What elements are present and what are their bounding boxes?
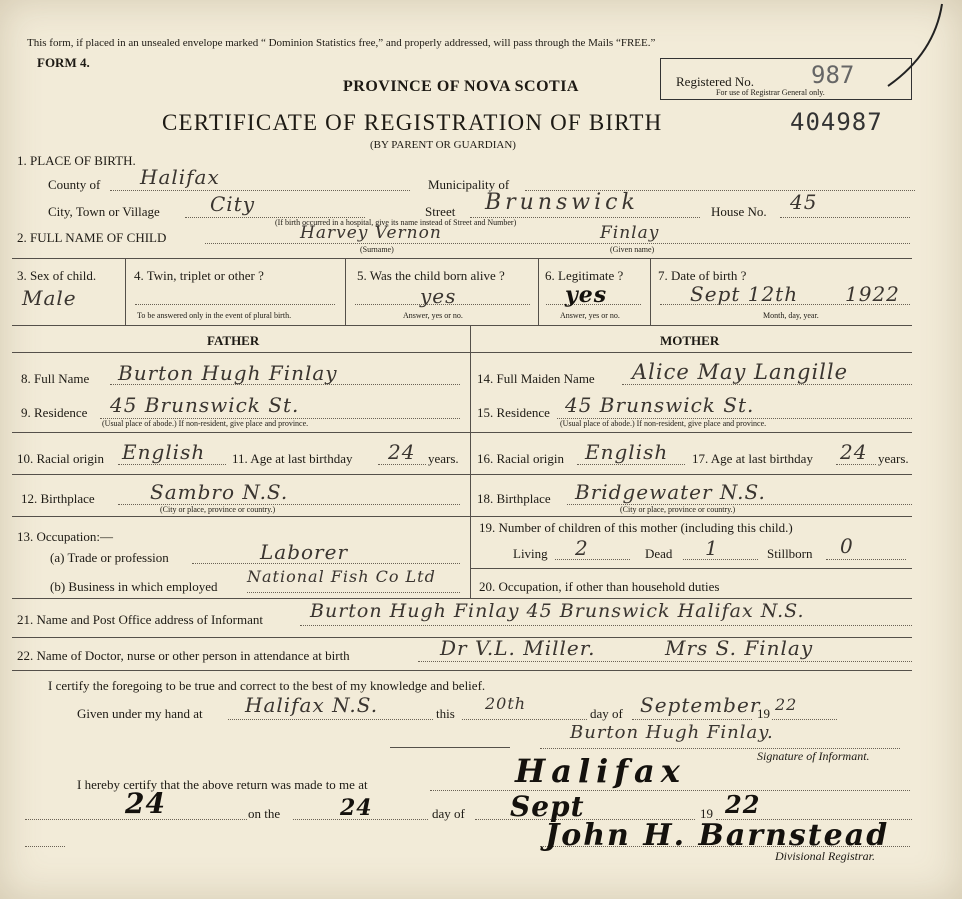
city-label: City, Town or Village	[48, 204, 160, 219]
registrar-day-written: 24	[125, 787, 166, 820]
registered-value: 987	[811, 61, 855, 89]
registrar-signature: John H. Barnstead	[545, 818, 890, 853]
child-surname: Finlay	[600, 223, 660, 243]
pen-stroke	[880, 0, 950, 90]
mail-notice: This form, if placed in an unsealed envelope marked “ Dominion Statistics free,” and properly addressed, will pass through the Mails “FREE.”	[27, 37, 656, 49]
living-value: 2	[575, 536, 589, 560]
this-label: this	[436, 706, 455, 721]
street-label: Street	[425, 204, 456, 219]
mother-years: years.	[878, 451, 909, 466]
father-race-label: 10. Racial origin	[17, 451, 105, 466]
sex-value: Male	[22, 286, 77, 310]
informant-value: Burton Hugh Finlay 45 Brunswick Halifax N.S.	[310, 600, 805, 622]
mother-age-label: 17. Age at last birthday	[692, 451, 813, 466]
mother-occupation-label: 20. Occupation, if other than household duties	[479, 579, 720, 594]
father-residence-note: (Usual place of abode.) If non-resident, give place and province.	[102, 419, 309, 428]
mother-name-label: 14. Full Maiden Name	[477, 371, 595, 386]
subtitle: (BY PARENT OR GUARDIAN)	[370, 139, 516, 151]
form-number: FORM 4.	[37, 55, 90, 70]
stillborn-value: 0	[840, 534, 854, 558]
dob-note: Month, day, year.	[763, 311, 819, 320]
dead-value: 1	[705, 536, 719, 560]
mother-residence-value: 45 Brunswick St.	[565, 393, 755, 417]
day-of-label: day of	[590, 706, 623, 721]
alive-value: yes	[420, 284, 457, 308]
father-race-value: English	[122, 440, 206, 464]
registrar-caption: Divisional Registrar.	[775, 849, 876, 863]
father-years: years.	[428, 451, 459, 466]
registrar-year-prefix: 19	[700, 806, 713, 821]
registrar-note: For use of Registrar General only.	[716, 88, 825, 97]
mother-residence-label: 15. Residence	[477, 405, 550, 420]
registered-number-box	[660, 58, 912, 100]
dob-value: Sept 12th	[690, 282, 799, 306]
registered-label: Registered No.	[676, 74, 754, 89]
on-the-label: on the	[248, 806, 281, 821]
trade-value: Laborer	[260, 540, 349, 564]
certify-statement: I certify the foregoing to be true and correct to the best of my knowledge and belief.	[48, 678, 486, 693]
father-name-value: Burton Hugh Finlay	[118, 361, 338, 385]
given-label: Given under my hand at	[77, 706, 203, 721]
year-prefix: 19	[757, 706, 770, 721]
place-heading: 1. PLACE OF BIRTH.	[17, 153, 136, 168]
legitimate-note: Answer, yes or no.	[560, 311, 620, 320]
informant-label: 21. Name and Post Office address of Informant	[17, 612, 263, 627]
hospital-note: (If birth occurred in a hospital, give its name instead of Street and Number)	[275, 218, 517, 227]
dob-year: 1922	[845, 282, 900, 306]
city-value: City	[210, 192, 256, 216]
mother-birthplace-note: (City or place, province or country.)	[620, 505, 736, 514]
mother-birthplace-value: Bridgewater N.S.	[575, 480, 766, 504]
mother-race-value: English	[585, 440, 669, 464]
this-value: 20th	[485, 694, 527, 713]
business-value: National Fish Co Ltd	[247, 567, 436, 586]
given-name-note: (Given name)	[610, 245, 655, 254]
dob-label: 7. Date of birth ?	[658, 268, 747, 283]
registrar-day-of-label: day of	[432, 806, 465, 821]
legitimate-label: 6. Legitimate ?	[545, 268, 624, 283]
business-label: (b) Business in which employed	[50, 579, 218, 594]
year-value: 22	[775, 695, 798, 714]
mother-race-label: 16. Racial origin	[477, 451, 565, 466]
house-value: 45	[790, 190, 818, 214]
twin-note: To be answered only in the event of plural birth.	[137, 311, 292, 320]
informant-caption: Signature of Informant.	[757, 749, 870, 763]
province-heading: PROVINCE OF NOVA SCOTIA	[343, 78, 579, 95]
month-value: September	[640, 693, 761, 717]
children-label: 19. Number of children of this mother (including this child.)	[479, 520, 793, 535]
county-value: Halifax	[140, 165, 220, 189]
doctor-value: Dr V.L. Miller.	[440, 636, 596, 660]
legitimate-value: yes	[565, 282, 608, 308]
county-label: County of	[48, 177, 101, 192]
alive-note: Answer, yes or no.	[403, 311, 463, 320]
living-label: Living	[513, 546, 548, 561]
registrar-place: Halifax	[515, 752, 686, 790]
registrar-month: Sept	[510, 790, 585, 823]
mother-age-value: 24	[840, 440, 868, 464]
house-label: House No.	[711, 204, 767, 219]
nurse-value: Mrs S. Finlay	[665, 636, 814, 660]
registrar-day: 24	[340, 795, 373, 821]
mother-residence-note: (Usual place of abode.) If non-resident, give place and province.	[560, 419, 767, 428]
doctor-label: 22. Name of Doctor, nurse or other person in attendance at birth	[17, 648, 350, 663]
surname-note: (Surname)	[360, 245, 394, 254]
street-value: Brunswick	[485, 190, 639, 215]
stamped-number: 404987	[790, 108, 883, 136]
mother-heading: MOTHER	[660, 333, 720, 348]
father-name-label: 8. Full Name	[21, 371, 90, 386]
trade-label: (a) Trade or profession	[50, 550, 169, 565]
alive-label: 5. Was the child born alive ?	[357, 268, 505, 283]
page-title: CERTIFICATE OF REGISTRATION OF BIRTH	[162, 110, 663, 135]
father-residence-label: 9. Residence	[21, 405, 88, 420]
sex-label: 3. Sex of child.	[17, 268, 97, 283]
registrar-statement: I hereby certify that the above return was made to me at	[77, 777, 368, 792]
father-birthplace-note: (City or place, province or country.)	[160, 505, 276, 514]
father-residence-value: 45 Brunswick St.	[110, 393, 300, 417]
child-given-name: Harvey Vernon	[300, 223, 442, 243]
municipality-label: Municipality of	[428, 177, 510, 192]
father-age-value: 24	[388, 440, 416, 464]
given-place: Halifax N.S.	[245, 693, 379, 717]
father-birthplace-label: 12. Birthplace	[21, 491, 95, 506]
informant-signature: Burton Hugh Finlay.	[570, 722, 774, 743]
father-occupation-label: 13. Occupation:—	[17, 529, 114, 544]
dead-label: Dead	[645, 546, 673, 561]
father-heading: FATHER	[207, 333, 260, 348]
stillborn-label: Stillborn	[767, 546, 813, 561]
father-birthplace-value: Sambro N.S.	[150, 480, 289, 504]
father-age-label: 11. Age at last birthday	[232, 451, 353, 466]
registrar-year: 22	[725, 790, 761, 819]
mother-name-value: Alice May Langille	[632, 360, 849, 384]
child-name-label: 2. FULL NAME OF CHILD	[17, 230, 167, 245]
mother-birthplace-label: 18. Birthplace	[477, 491, 551, 506]
twin-label: 4. Twin, triplet or other ?	[134, 268, 264, 283]
